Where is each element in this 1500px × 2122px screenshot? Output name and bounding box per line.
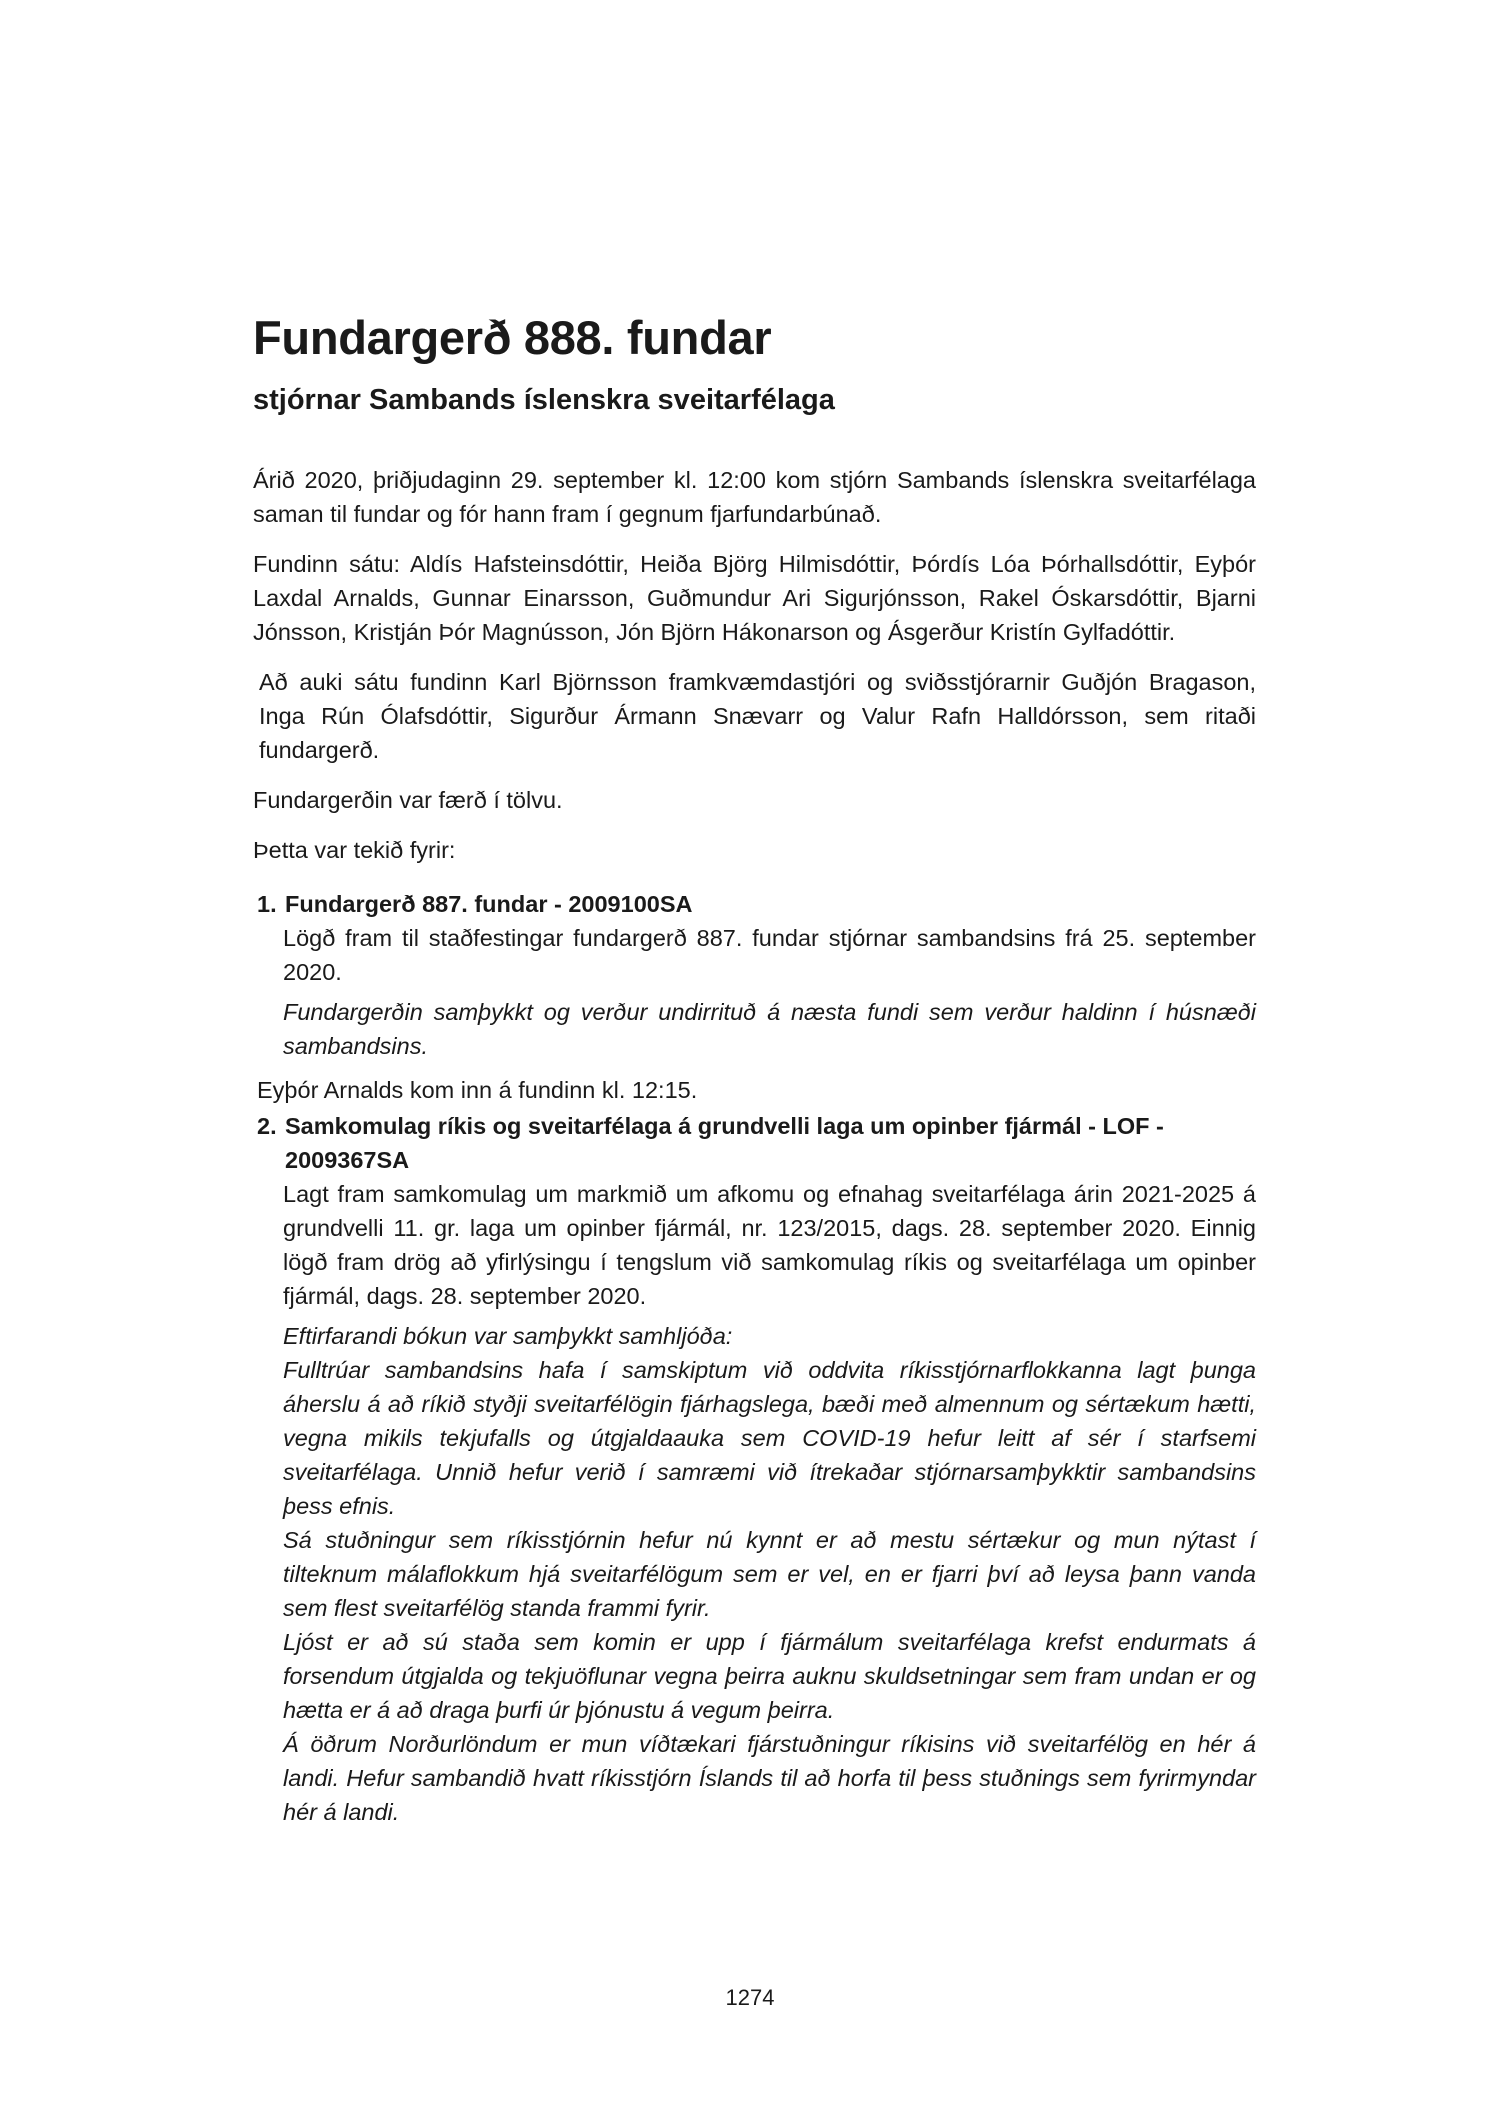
- agenda-item-resolution: Fundargerðin samþykkt og verður undirrituð á næsta fundi sem verður haldinn í húsnæði sambandsins.: [283, 999, 1256, 1060]
- document-page: [253, 310, 1256, 1829]
- staff-paragraph: Að auki sátu fundinn Karl Björnsson framkvæmdastjóri og sviðsstjórarnir Guðjón Bragason, Inga Rún Ólafsdóttir, Sigurður Ármann Snævarr og Valur Rafn Halldórsson, sem ritaði fundargerð.: [259, 669, 1256, 764]
- agenda-item-text: Lagt fram samkomulag um markmið um afkomu og efnahag sveitarfélaga árin 2021-2025 á grundvelli 11. gr. laga um opinber fjármál, nr. 123/2015, dags. 28. september 2020. Einnig lögð fram drög að yfirlýsingu í tengslum við samkomulag ríkis og sveitarfélaga um opinber fjármál, dags. 28. september 2020.: [283, 1181, 1256, 1310]
- agenda-item-2: [253, 1109, 1256, 1829]
- agenda-item-heading: [253, 1109, 1256, 1177]
- agenda-intro: Þetta var tekið fyrir:: [253, 837, 456, 864]
- agenda-item-body: [253, 921, 1256, 1063]
- resolution-paragraph: Ljóst er að sú staða sem komin er upp í fjármálum sveitarfélaga krefst endurmats á forsendum útgjalda og tekjuöflunar vegna þeirra auknu skuldsetningar sem fram undan er og hætta er á að draga þurfi úr þjónustu á vegum þeirra.: [283, 1629, 1256, 1724]
- resolution-intro: Eftirfarandi bókun var samþykkt samhljóða:: [283, 1323, 733, 1350]
- recorded-paragraph: Fundargerðin var færð í tölvu.: [253, 787, 563, 814]
- resolution-paragraph: Á öðrum Norðurlöndum er mun víðtækari fjárstuðningur ríkisins við sveitarfélög en hér á landi. Hefur sambandið hvatt ríkisstjórn Íslands til að horfa til þess stuðnings sem fyrirmyndar hér á landi.: [283, 1731, 1256, 1826]
- page-number: 1274: [725, 1985, 775, 2010]
- document-subtitle: stjórnar Sambands íslenskra sveitarfélaga: [253, 384, 835, 417]
- agenda-item-number: 1.: [257, 891, 277, 918]
- agenda-item-heading: [253, 887, 1256, 921]
- agenda-item-text: Lögð fram til staðfestingar fundargerð 887. fundar stjórnar sambandsins frá 25. september 2020.: [283, 925, 1256, 986]
- agenda-item-number: 2.: [257, 1113, 277, 1140]
- document-title: Fundargerð 888. fundar: [253, 311, 772, 364]
- resolution-paragraph: Fulltrúar sambandsins hafa í samskiptum við oddvita ríkisstjórnarflokkanna lagt þunga áherslu á að ríkið styðji sveitarfélögin fjárhagslega, bæði með almennum og sértækum hætti, vegna mikils tekjufalls og útgjaldaauka sem COVID-19 hefur leitt af sér í starfsemi sveitarfélaga. Unnið hefur verið í samræmi við ítrekaðar stjórnarsamþykktir sambandsins þess efnis.: [283, 1357, 1256, 1520]
- intro-paragraph: Árið 2020, þriðjudaginn 29. september kl. 12:00 kom stjórn Sambands íslenskra sveitarfélaga saman til fundar og fór hann fram í gegnum fjarfundarbúnað.: [253, 467, 1256, 528]
- agenda-item-title: Samkomulag ríkis og sveitarfélaga á grundvelli laga um opinber fjármál - LOF - 2009367SA: [285, 1113, 1164, 1174]
- agenda-item-body: [253, 1177, 1256, 1829]
- interjection-note: Eyþór Arnalds kom inn á fundinn kl. 12:15.: [257, 1077, 698, 1104]
- attendees-paragraph: Fundinn sátu: Aldís Hafsteinsdóttir, Heiða Björg Hilmisdóttir, Þórdís Lóa Þórhallsdóttir, Eyþór Laxdal Arnalds, Gunnar Einarsson, Guðmundur Ari Sigurjónsson, Rakel Óskarsdóttir, Bjarni Jónsson, Kristján Þór Magnússon, Jón Björn Hákonarson og Ásgerður Kristín Gylfadóttir.: [253, 551, 1256, 646]
- resolution-paragraph: Sá stuðningur sem ríkisstjórnin hefur nú kynnt er að mestu sértækur og mun nýtast í tilteknum málaflokkum hjá sveitarfélögum sem er vel, en er fjarri því að leysa þann vanda sem flest sveitarfélög standa frammi fyrir.: [283, 1527, 1256, 1622]
- agenda-item-title: Fundargerð 887. fundar - 2009100SA: [285, 891, 693, 918]
- agenda-item-1: [253, 887, 1256, 1063]
